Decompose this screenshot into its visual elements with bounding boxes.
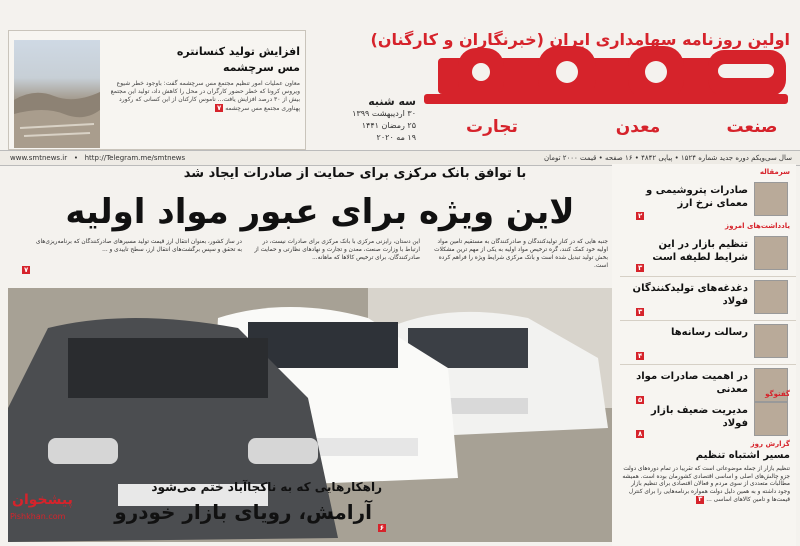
teaser-body [104,80,300,113]
photo-caption-title[interactable]: آرامش، رویای بازار خودرو [114,500,372,524]
logo-subtitle-1: صنعت [726,117,778,137]
lead-kicker[interactable]: با توافق بانک مرکزی برای حمایت از صادرات ایجاد شد [183,166,527,181]
sidebar-divider [620,320,796,321]
masthead-tagline: اولین روزنامه سهامداری ایران (خبرنگاران و کارگنان) [370,30,790,49]
sidebar-item-4[interactable] [612,322,796,362]
page-badge: ۳ [638,308,643,316]
sidebar-divider [620,364,796,365]
date-block [330,96,416,144]
sidebar-section-editorial: سرمقاله [759,168,790,176]
sidebar-item-title: رسالت رسانه‌ها [670,327,748,338]
logo-subtitle-3: تجارت [466,117,518,137]
watermark-logo: پیشخوان [12,492,73,508]
page-badge: ۴ [638,352,643,360]
sidebar-item-title: صادرات پتروشیمی و معمای نرخ ارز [646,185,748,209]
sidebar-item-1[interactable] [612,178,796,222]
page-badge: ۸ [638,430,643,438]
main-photo[interactable] [8,288,612,542]
lead-column-2: این دستان، رایزنی مرکزی با بانک مرکزی برای صادرات نیست، در ارتباط با وزارت صنعت، معدن و تجارت و نهادهای نظارتی و حمایت از صادرکنندگان، برای ترخیص کالاها که ماهانه... [254,239,420,261]
sidebar-item-title: در اهمیت صادرات مواد معدنی [636,371,748,395]
author-avatar [754,280,788,314]
author-avatar [754,182,788,216]
photo-page-badge: ۶ [379,524,384,532]
teaser-photo [14,40,100,148]
sidebar-item-title: تنظیم بازار در این شرایط لطیفه است [652,239,748,263]
lead-column-1: جنبه هایی که در کنار تولیدکنندگان و صادرکنندگان به مستقیم تامین مواد اولیه خود کمک کنند، گره ترخیص مواد اولیه به یکی از مهم ترین مشکلات بخش تولید تبدیل شده است و بانک مرکزی شرایط ویژه را فراهم کرده است. [434,239,608,269]
author-avatar [754,324,788,358]
issue-info: سال سی‌ویکم دوره جدید شماره ۱۵۲۴ • پیاپی ۴۸۴۲ • ۱۶ صفحه • قیمت ۲۰۰۰ تومان [543,154,792,162]
teaser-title[interactable] [104,44,300,76]
sidebar-item-3[interactable] [612,278,796,318]
sidebar-bottom-page-badge: ۳ [698,495,703,504]
teaser-title-line-1: افزایش تولید کنسانتره [176,45,300,58]
photo-caption-kicker[interactable]: راهکارهایی که به ناکجاآباد ختم می‌شود [151,480,382,494]
sidebar-divider [620,276,796,277]
author-avatar [754,402,788,436]
watermark-site: Pishkhan.com [10,512,66,521]
sidebar-bottom-body-text: تنظیم بازار از جمله موضوعاتی است که تقریبا در تمام دوره‌های دولت جزو چالش‌های اصلی و اساسی اقتصادی کشورمان بوده است. همیشه مطالبات متعددی از سوی مردم و فعالان اقتصادی برای تنظیم بازار وجود داشته و به همین دلیل دولت همواره برنامه‌هایی را برای کنترل قیمت‌ها و تامین کالاهای اساسی ... [622,466,790,504]
lead-column-3-text: در ساز کشور، بعنوان انتقال ارز قیمت تولید مسیرهای صادرکنندگان که برنامه‌ریزی‌های به تحقق و سپس برگشت‌های انتقال ارز، سطح تاییدی و ... [35,239,242,253]
sidebar-item-title: دغدغه‌های تولیدکنندگان فولاد [632,283,748,307]
sidebar-item-6[interactable] [612,400,796,440]
teaser-body-text: معاون عملیات امور تنظیم مجتمع مس سرچشمه گفت: باوجود خطر شیوع ویروس کرونا که خطر حضور کارگران در محل را کاهش داد، تولید این مجتمع بیش از ۳۰ درصد افزایش یافت... ناموس کارکنان از این کسانی که رکورد پهناوری مجتمع مس سرچشمه [110,80,300,112]
lead-headline[interactable]: لاین ویژه برای عبور مواد اولیه [65,192,575,232]
sidebar-bottom-body [620,466,790,505]
sidebar-item-2[interactable] [612,234,796,274]
sidebar-item-title: مدیریت ضعیف بازار فولاد [651,405,748,429]
page-badge: ۳ [638,264,643,272]
lead-page-badge: ۷ [24,266,29,274]
page-badge: ۵ [638,396,643,404]
sidebar-section-report: گزارش روز [750,440,790,448]
date-gregorian: ۱۹ مه ۲۰۲۰ [376,133,416,142]
website-text: www.smtnews.ir [10,154,68,162]
website-link[interactable]: www.smtnews.ir • http://Telegram.me/smtnews [10,154,186,162]
masthead-logo [418,44,794,140]
author-avatar [754,236,788,270]
mine-illustration [14,40,100,148]
teaser-page-badge: ۷ [217,104,222,112]
weekday: سه شنبه [368,95,416,108]
sidebar-bottom-title[interactable]: مسیر اشتباه تنظیم [695,450,790,461]
lead-column-3 [30,238,242,286]
telegram-link[interactable]: http://Telegram.me/smtnews [84,154,186,162]
page-badge: ۲ [638,212,643,220]
date-solar: ۳۰ اردیبهشت ۱۳۹۹ [352,109,416,118]
teaser-title-line-2: مس سرچشمه [222,61,300,74]
logo-subtitle-2: معدن [615,117,661,137]
date-lunar: ۲۵ رمضان ۱۴۴۱ [361,121,416,130]
sidebar-section-interview: گفتوگو [765,390,790,398]
sidebar-section-notes: یادداشت‌های امروز [725,222,790,230]
